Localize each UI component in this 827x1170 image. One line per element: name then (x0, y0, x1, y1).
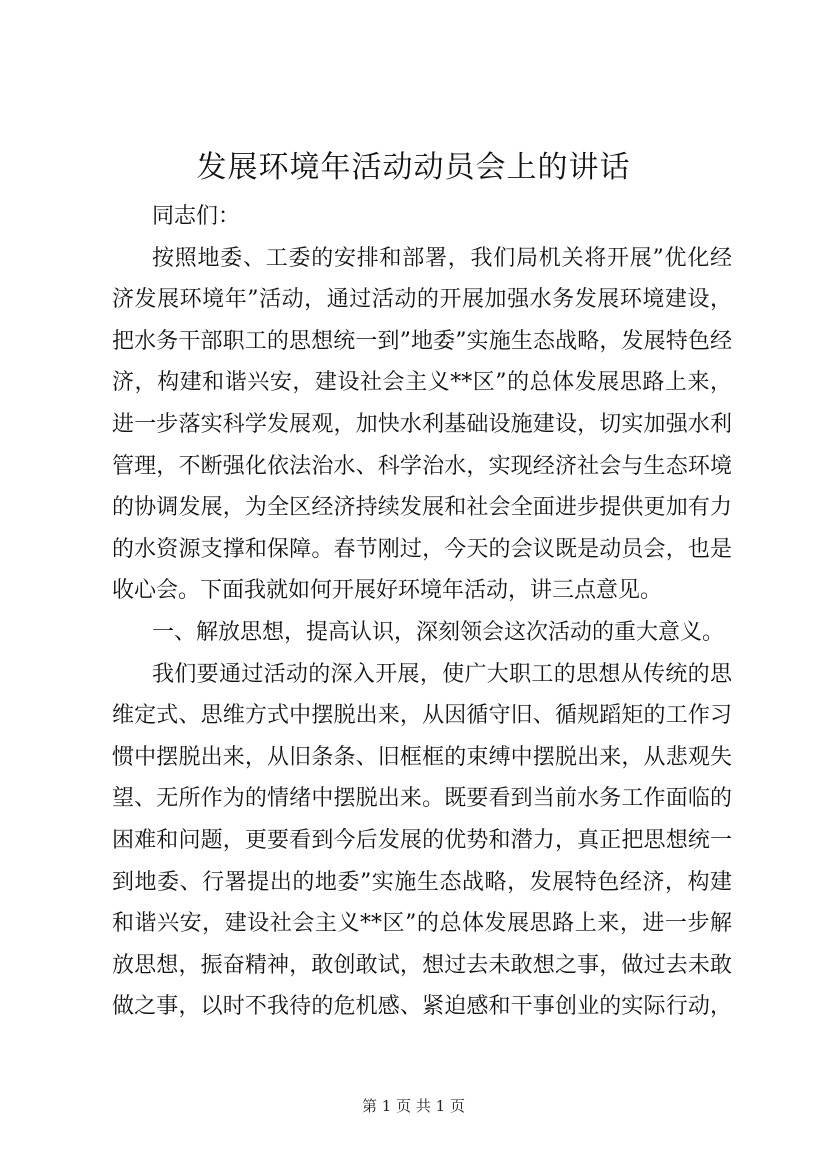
document-title: 发展环境年活动动员会上的讲话 (196, 150, 631, 185)
body-line: 做之事，以时不我待的危机感、紧迫感和干事创业的实际行动， (112, 994, 732, 1020)
body-line: 的水资源支撑和保障。春节刚过，今天的会议既是动员会，也是 (112, 536, 732, 562)
body-line: 济，构建和谐兴安，建设社会主义**区”的总体发展思路上来， (112, 370, 732, 396)
body-line: 惯中摆脱出来，从旧条条、旧框框的束缚中摆脱出来，从悲观失 (112, 744, 732, 770)
section-heading-line: 一、解放思想，提高认识，深刻领会这次活动的重大意义。 (152, 619, 725, 645)
body-line: 的协调发展，为全区经济持续发展和社会全面进步提供更加有力 (112, 495, 732, 521)
body-line: 维定式、思维方式中摆脱出来，从因循守旧、循规蹈矩的工作习 (112, 703, 732, 729)
body-line: 管理，不断强化依法治水、科学治水，实现经济社会与生态环境 (112, 453, 732, 479)
body-line: 济发展环境年”活动，通过活动的开展加强水务发展环境建设， (112, 287, 732, 313)
body-line: 进一步落实科学发展观，加快水利基础设施建设，切实加强水利 (112, 411, 732, 437)
body-line: 困难和问题，更要看到今后发展的优势和潜力，真正把思想统一 (112, 827, 732, 853)
body-line: 望、无所作为的情绪中摆脱出来。既要看到当前水务工作面临的 (112, 786, 732, 812)
document-body (112, 196, 732, 1028)
page-footer: 第 1 页 共 1 页 (362, 1097, 465, 1115)
body-line: 把水务干部职工的思想统一到”地委”实施生态战略，发展特色经 (112, 328, 732, 354)
salutation-line: 同志们： (152, 204, 241, 229)
body-line: 和谐兴安，建设社会主义**区”的总体发展思路上来，进一步解 (112, 911, 732, 937)
body-line: 放思想，振奋精神，敢创敢试，想过去未敢想之事，做过去未敢 (112, 952, 732, 978)
body-line: 我们要通过活动的深入开展，使广大职工的思想从传统的思 (152, 661, 732, 687)
body-line: 收心会。下面我就如何开展好环境年活动，讲三点意见。 (112, 578, 663, 604)
body-line: 到地委、行署提出的地委”实施生态战略，发展特色经济，构建 (112, 869, 732, 895)
body-line: 按照地委、工委的安排和部署，我们局机关将开展”优化经 (152, 245, 732, 271)
